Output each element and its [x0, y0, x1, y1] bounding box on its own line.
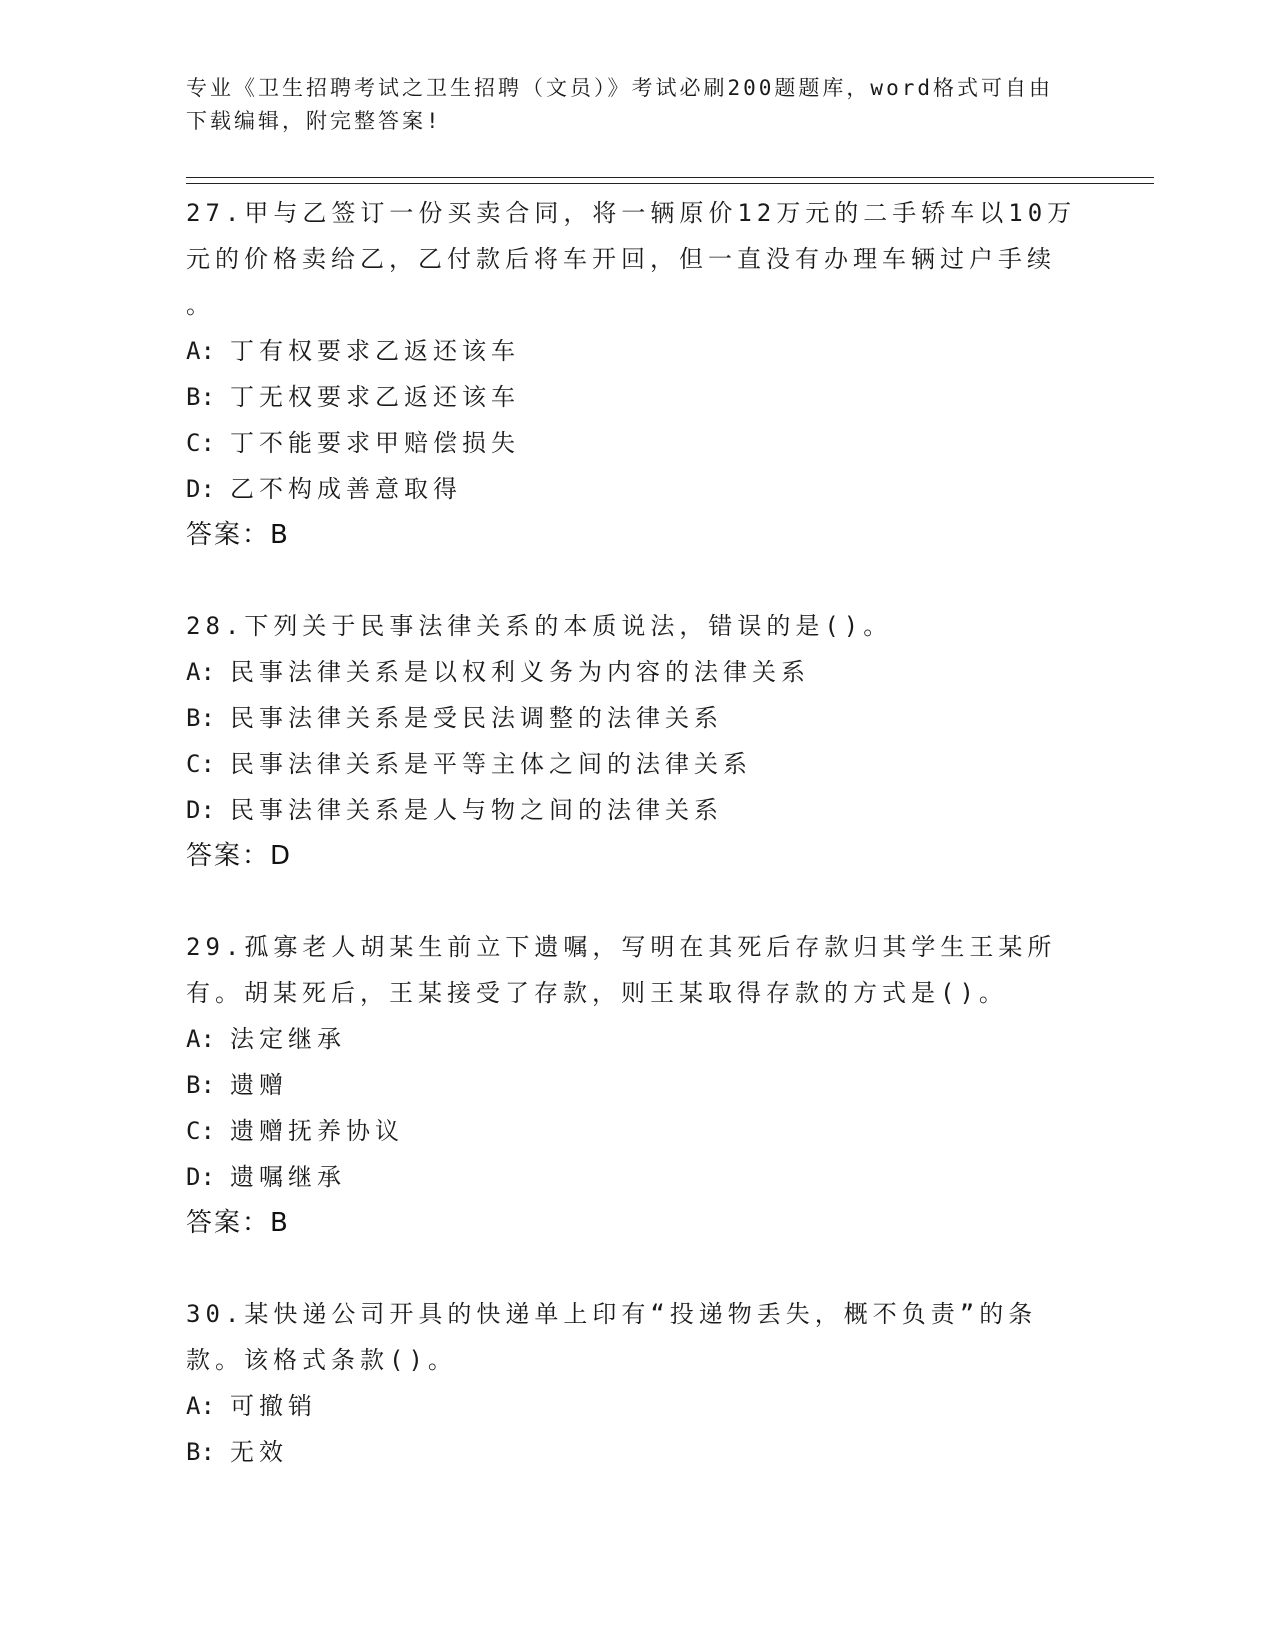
- question-stem: 30.某快递公司开具的快递单上印有“投递物丢失，概不负责”的条款。该格式条款()。: [186, 1300, 1038, 1374]
- option-text: 民事法律关系是人与物之间的法律关系: [230, 796, 723, 824]
- option-text: 法定继承: [230, 1025, 346, 1053]
- option-letter: A:: [186, 337, 215, 365]
- question-list: [186, 190, 1086, 1520]
- option-b: [186, 1429, 1086, 1475]
- option-text: 遗赠抚养协议: [230, 1117, 404, 1145]
- option-letter: D:: [186, 796, 215, 824]
- document-header: 专业《卫生招聘考试之卫生招聘（文员）》考试必刷200题题库，word格式可自由下载编辑，附完整答案!: [186, 76, 1053, 133]
- option-text: 民事法律关系是以权利义务为内容的法律关系: [230, 658, 810, 686]
- question-stem: 28.下列关于民事法律关系的本质说法，错误的是()。: [186, 612, 893, 640]
- option-d: [186, 466, 1086, 512]
- option-b: [186, 1062, 1086, 1108]
- option-letter: A:: [186, 1025, 215, 1053]
- question-29: [186, 924, 1086, 1246]
- option-letter: A:: [186, 658, 215, 686]
- answer-label: 答案：D: [186, 841, 293, 871]
- option-c: [186, 741, 1086, 787]
- option-b: [186, 695, 1086, 741]
- option-b: [186, 374, 1086, 420]
- option-c: [186, 1108, 1086, 1154]
- option-letter: D:: [186, 1163, 215, 1191]
- option-text: 遗赠: [230, 1071, 288, 1099]
- header-rule-bottom: [186, 183, 1154, 184]
- option-letter: A:: [186, 1392, 215, 1420]
- answer-label: 答案：B: [186, 520, 290, 550]
- option-letter: C:: [186, 750, 215, 778]
- option-a: [186, 649, 1086, 695]
- option-text: 民事法律关系是受民法调整的法律关系: [230, 704, 723, 732]
- option-letter: B:: [186, 704, 215, 732]
- header-rule-top: [186, 177, 1154, 178]
- question-27: [186, 190, 1086, 558]
- option-text: 无效: [230, 1438, 288, 1466]
- option-letter: B:: [186, 383, 215, 411]
- option-text: 遗嘱继承: [230, 1163, 346, 1191]
- option-text: 丁有权要求乙返还该车: [230, 337, 520, 365]
- option-text: 可撤销: [230, 1392, 317, 1420]
- option-c: [186, 420, 1086, 466]
- option-letter: D:: [186, 475, 215, 503]
- option-text: 乙不构成善意取得: [230, 475, 462, 503]
- question-30: [186, 1291, 1086, 1475]
- question-28: [186, 603, 1086, 879]
- option-letter: B:: [186, 1438, 215, 1466]
- option-a: [186, 328, 1086, 374]
- option-letter: C:: [186, 429, 215, 457]
- option-a: [186, 1383, 1086, 1429]
- option-text: 丁无权要求乙返还该车: [230, 383, 520, 411]
- option-letter: C:: [186, 1117, 215, 1145]
- question-stem: 29.孤寡老人胡某生前立下遗嘱，写明在其死后存款归其学生王某所有。胡某死后，王某接受了存款，则王某取得存款的方式是()。: [186, 933, 1057, 1007]
- answer-label: 答案：B: [186, 1208, 290, 1238]
- option-a: [186, 1016, 1086, 1062]
- option-text: 丁不能要求甲赔偿损失: [230, 429, 520, 457]
- question-stem: 27.甲与乙签订一份买卖合同，将一辆原价12万元的二手轿车以10万元的价格卖给乙，乙付款后将车开回，但一直没有办理车辆过户手续 。: [186, 199, 1077, 319]
- option-text: 民事法律关系是平等主体之间的法律关系: [230, 750, 752, 778]
- option-letter: B:: [186, 1071, 215, 1099]
- option-d: [186, 1154, 1086, 1200]
- option-d: [186, 787, 1086, 833]
